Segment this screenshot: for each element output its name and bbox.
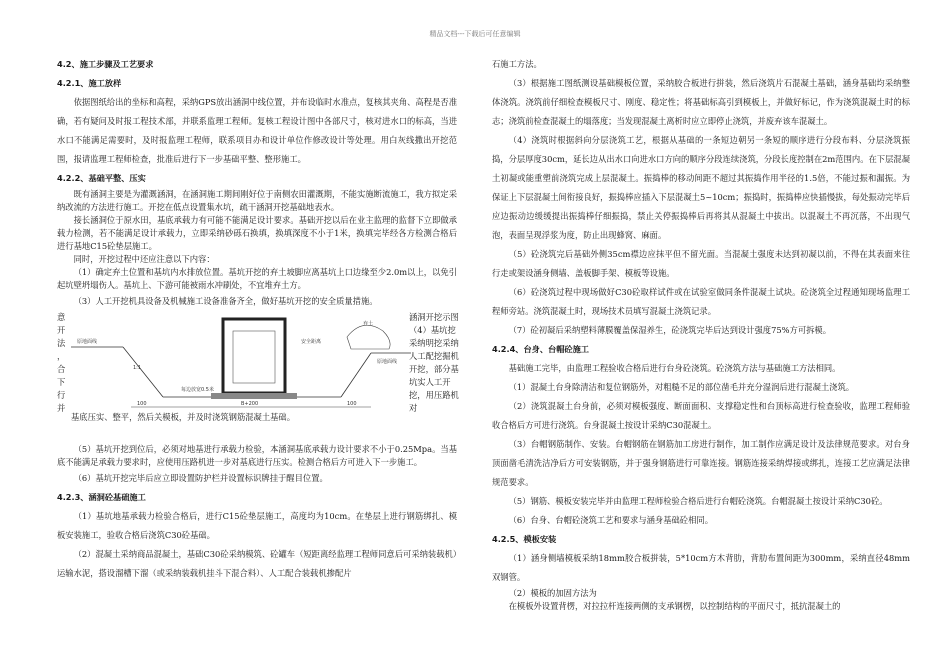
paragraph-formwork-check: （3）根据施工图纸测设基础模板位置，采纳胶合板进行拼装，然后浇筑片石混凝土基础，涵身基础均采纳整体浇筑。浇筑前仔细检查模板尺寸、刚度、稳定性；将基础标高引到模板上，并做好标记，作为浇筑混凝土时的标志；浇筑前检查混凝土的塌落度；当发现混凝土离析时应立即停止浇筑，并废弃该车混凝土。 (492, 78, 910, 126)
paragraph-abutment-5: （5）钢筋、模板安装完毕并由监理工程师检验合格后进行台帽砼浇筑。台帽混凝土按设计采纳C30砼。 (508, 496, 888, 506)
section-heading-4-2-2: 4.2.2、基础平整、压实 (57, 173, 146, 183)
paragraph-abutment-intro: 基础施工完毕，由监理工程验收合格后进行台身砼浇筑。砼浇筑方法与基础施工方法相同。 (508, 363, 841, 373)
diagram-wrapped-text: 基底压实、整平，然后关模板，并及时浇筑钢筋混凝土基础。 (71, 412, 296, 422)
paragraph-formwork-2: （2）模板的加固方法为 (508, 588, 597, 598)
section-heading-4-2-4: 4.2.4、台身、台帽砼施工 (492, 344, 589, 354)
section-heading-4-2: 4.2、施工步骤及工艺要求 (57, 59, 154, 69)
paragraph-item-6: （6）基坑开挖完毕后应立即设置防护栏并设置标识牌挂于醒目位置。 (73, 473, 328, 483)
label-bottom-note: 每边放宽0.5米 (181, 387, 214, 393)
paragraph-layout: 依据图纸给出的坐标和高程，采纳GPS放出涵洞中线位置，并布设临时水准点，复核其夹角、高程是否准确，若有疑问及时报工程技术部，并联系监理工程师。复核工程设计图中各部尺寸，核对进水口的标高，当进水口不能满足需要时，及时报监理工程师，联系项目办和设计单位作修改设计等处理。用白灰线撒出开挖范围，报请监理工程师检查，批准后进行下一步基础平整、整形施工。 (57, 97, 457, 164)
paragraph-item-1: （1）确定弃土位置和基坑内水排放位置。基坑开挖的弃土坡脚应离基坑上口边缘至少2.0m以上，以免引起坑壁坍塌伤人。基坑上、下游可能被雨水冲刷处，不宜堆弃土方。 (57, 267, 457, 290)
spoil-pile (347, 325, 390, 349)
paragraph-formwork-1: （1）涵身侧墙模板采纳18mm胶合板拼装，5*10cm方木背肋，背肋布置间距为300mm，采纳直径48mm双钢管。 (492, 553, 910, 582)
label-right-road: 原地面线 (377, 359, 398, 365)
excavation-diagram-block (57, 311, 457, 443)
section-heading-4-2-3: 4.2.3、涵洞砼基础施工 (57, 492, 146, 502)
paragraph-notes-intro: 同时，开挖过程中还应注意以下内容： (73, 254, 215, 264)
left-column (57, 55, 457, 583)
paragraph-foundation-2: （2）混凝土采纳商品混凝土，基础C30砼采纳模筑、砼罐车（短距离经监理工程师同意后可采纳装载机）运输水泥，搭设溜槽下溜（或采纳装载机挂斗下混合料）、人工配合装载机掺配片 (57, 549, 457, 578)
paragraph-abutment-3: （3）台帽钢筋制作、安装。台帽钢筋在钢筋加工房进行制作，加工制作应满足设计及法律规范要求。对台身顶面凿毛清洗洁净后方可安装钢筋，并于强身钢筋进行可靠连接。钢筋连接采纳焊接或绑扎，连接工艺应满足法律规范要求。 (492, 439, 910, 487)
paragraph-formwork-3: 在模板外设置背楞，对拉拉杆连接两侧的支承钢楞，以控制结构的平面尺寸，抵抗混凝土的 (508, 601, 841, 611)
section-heading-4-2-5: 4.2.5、模板安装 (492, 534, 557, 544)
paragraph-abutment-1: （1）混凝土台身除清洁和复位钢筋外，对粗糙不足的部位凿毛并充分湿润后进行混凝土浇筑。 (508, 382, 855, 392)
diagram-side-text-left: 意 开 法 ， 合 下 行 并 (57, 312, 66, 413)
culvert-box (223, 319, 285, 393)
excavation-diagram (71, 311, 411, 413)
label-left-slope: 1:1 (133, 365, 142, 371)
label-soil: 弃土 (363, 321, 374, 327)
dim-left: 100 (137, 401, 147, 407)
dim-right: 100 (347, 401, 357, 407)
slope-right (341, 353, 371, 397)
paragraph-curing: （7）砼初凝后采纳塑料薄膜覆盖保湿养生，砼浇筑完毕后达到设计强度75%方可拆模。 (508, 325, 832, 335)
paragraph-finishing: （5）砼浇筑完后基础外侧35cm襟边应抹平但不留光面。当混凝土强度未达到初凝以前，不得在其表面来往行走或架设涵身侧墙、盖板脚手架、模板等设施。 (492, 249, 910, 278)
paragraph-item-3: （3）人工开挖机具设备及机械施工设备准备齐全，做好基坑开挖的安全质量措施。 (73, 296, 378, 306)
label-right-slope: 安全距离 (301, 339, 322, 345)
paragraph-continued: 石施工方法。 (492, 59, 542, 69)
diagram-side-text-right: 涵洞开挖示图（4）基坑挖采纳明挖采纳人工配挖掘机开挖，部分基坑实人工开挖，用压路机对 (409, 312, 459, 413)
paragraph-foundation-test: 接长涵洞位于原水田，基底承载力有可能不能满足设计要求。基础开挖以后在业主监理的监督下立即做承载力检测，若不能满足设计承载力，立即采纳砂砾石换填，换填深度不小于1米，换填完毕经各方检测合格后进行基地C15砼垫层施工。 (57, 215, 457, 251)
dim-mid: B+200 (241, 401, 259, 407)
paragraph-sampling: （6）砼浇筑过程中现场做好C30砼取样试件或在试验室做同条件混凝土试块。砼浇筑全过程通知现场监理工程师旁站。浇筑混凝土时，现场技术员填写混凝土浇筑记录。 (492, 287, 910, 316)
culvert-inner (233, 331, 275, 383)
right-column (492, 55, 910, 613)
slope-left (123, 347, 163, 397)
paragraph-item-5: （5）基坑开挖到位后，必须对地基进行承载力检验，本涵洞基底承载力设计要求不小于0.25Mpa。当基底不能满足承载力要求时，应使用压路机进一步对基底进行压实。检测合格后方可进入下一步施工。 (57, 444, 457, 467)
section-heading-4-2-1: 4.2.1、施工放样 (57, 78, 122, 88)
label-left-road: 原地面线 (77, 339, 98, 345)
page-header: 精品文档---下载后可任意编辑 (429, 30, 521, 38)
culvert-base (211, 393, 297, 399)
paragraph-abutment-6: （6）台身、台帽砼浇筑工艺和要求与涵身基础砼相同。 (508, 515, 713, 525)
paragraph-abutment-2: （2）浇筑混凝土台身前，必须对模板强度、断面面积、支撑稳定性和台顶标高进行检查验收，监理工程师验收合格后方可进行浇筑。台身混凝土按设计采纳C30混凝土。 (492, 401, 910, 430)
paragraph-drainage: 既有涵洞主要是为灌溉涵洞，在涵洞施工期间刚好位于南侧农田灌溉期，不能实施断流施工，我方拟定采纳改流的方法进行施工。开挖在低点设置集水坑，疏干涵洞开挖基础地表水。 (57, 189, 457, 212)
paragraph-pouring: （4）浇筑时根据斜向分层浇筑工艺，根据从基础的一条短边朝另一条短的顺序进行分段布料、分层浇筑振捣，分层厚度30cm，延长边从出水口向进水口方向的顺序分段连续浇筑，分段长度控制在2m范围内。在下层混凝土初凝或能重塑前浇筑完成上层混凝土。振捣棒的移动间距不超过其振捣作用半径的1.5倍，不能过振和漏振。为保证上下层混凝土间衔接良好，振捣棒应插入下层混凝土5~10cm；振捣时，振捣棒应快插慢拔，每处振动完毕后应边振动边缓缓提出振捣棒仔细振捣，禁止关停振捣棒后再将其从混凝土中拔出。以混凝土不再沉落，不出现气泡，表面呈现浮浆为度，防止出现蜂窝、麻面。 (492, 135, 910, 240)
paragraph-foundation-1: （1）基坑地基承载力检验合格后，进行C15砼垫层施工，高度均为10cm。在垫层上进行钢筋绑扎、模板安装施工，验收合格后浇筑C30砼基础。 (57, 511, 457, 540)
